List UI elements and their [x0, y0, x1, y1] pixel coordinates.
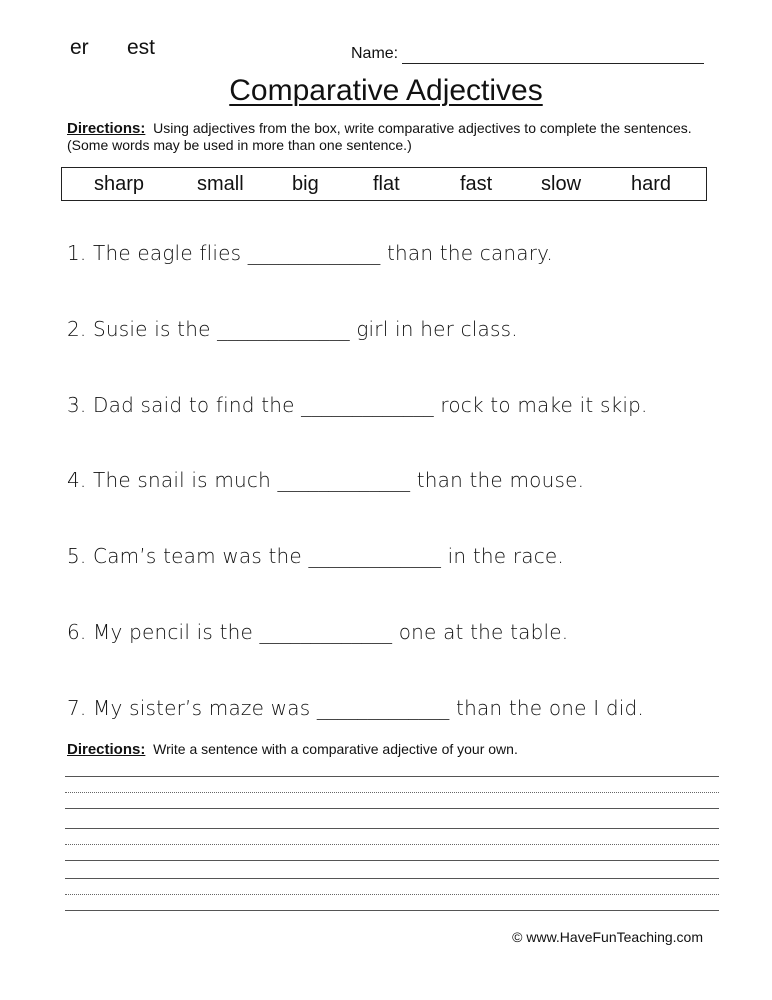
- sentence-3[interactable]: 3. Dad said to find the _____________ rock to make it skip.: [67, 393, 648, 417]
- sentence-7[interactable]: 7. My sister’s maze was _____________ than the one I did.: [67, 696, 644, 720]
- sentence-6[interactable]: 6. My pencil is the _____________ one at the table.: [67, 620, 569, 644]
- word-box: [61, 167, 707, 201]
- writing-line[interactable]: [65, 828, 719, 829]
- word-sharp: sharp: [94, 173, 145, 195]
- directions-2-text: Write a sentence with a comparative adjective of your own.: [153, 741, 518, 757]
- suffix-est: est: [127, 36, 156, 59]
- directions-1-label: Directions:: [67, 120, 146, 137]
- sentence-5[interactable]: 5. Cam’s team was the _____________ in the race.: [67, 544, 564, 568]
- sentence-1[interactable]: 1. The eagle flies _____________ than the canary.: [67, 241, 553, 265]
- directions-2-label: Directions:: [67, 741, 146, 758]
- sentence-2[interactable]: 2. Susie is the _____________ girl in her class.: [67, 317, 518, 341]
- directions-1: [67, 120, 707, 154]
- name-label: Name:: [351, 45, 399, 62]
- directions-1-text: Using adjectives from the box, write comparative adjectives to complete the sentences. (Some words may be used in more than one sentence.): [67, 120, 692, 153]
- worksheet-title: Comparative Adjectives: [229, 74, 543, 107]
- copyright-footer: © www.HaveFunTeaching.com: [512, 929, 703, 945]
- word-slow: slow: [541, 173, 582, 195]
- suffix-er: er: [70, 36, 89, 59]
- writing-line[interactable]: [65, 878, 719, 879]
- directions-2: [67, 741, 518, 758]
- word-big: big: [292, 173, 319, 195]
- writing-line[interactable]: [65, 776, 719, 777]
- word-flat: flat: [373, 173, 400, 195]
- word-hard: hard: [631, 173, 672, 195]
- writing-line[interactable]: [65, 808, 719, 809]
- writing-line[interactable]: [65, 860, 719, 861]
- writing-guide-line: [65, 844, 719, 845]
- writing-guide-line: [65, 894, 719, 895]
- name-line[interactable]: [402, 63, 704, 64]
- sentence-4[interactable]: 4. The snail is much _____________ than the mouse.: [67, 468, 585, 492]
- writing-line[interactable]: [65, 910, 719, 911]
- writing-guide-line: [65, 792, 719, 793]
- word-fast: fast: [460, 173, 493, 195]
- word-small: small: [197, 173, 244, 195]
